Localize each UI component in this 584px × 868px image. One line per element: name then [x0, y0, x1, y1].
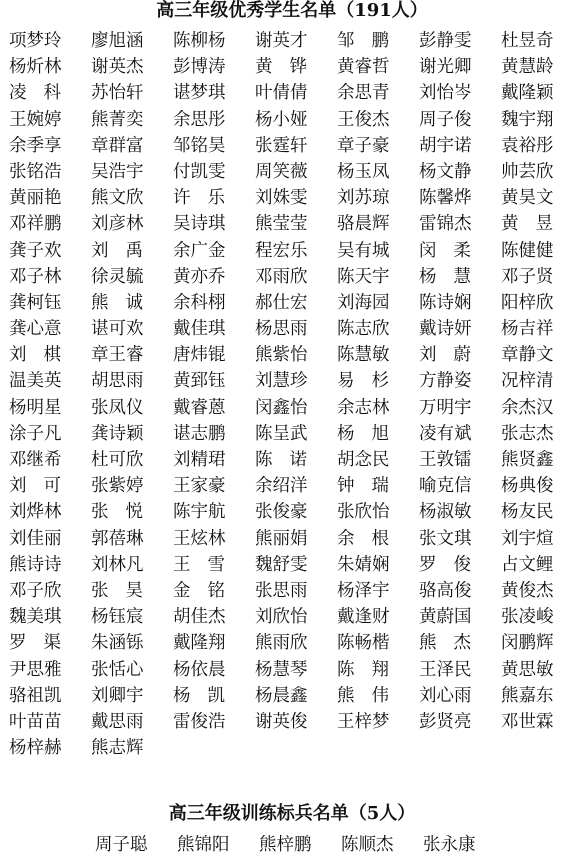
student-name: 熊志辉	[91, 738, 144, 759]
student-name: 陈志欣	[337, 319, 390, 340]
student-name: 魏宇翔	[501, 109, 554, 130]
student-name: 邓子贤	[501, 266, 554, 287]
student-name: 熊紫怡	[255, 345, 308, 366]
student-name: 杨泽宇	[337, 580, 390, 601]
student-name: 余根	[337, 528, 406, 549]
student-name: 陈诺	[255, 450, 324, 470]
student-name: 章子豪	[337, 135, 390, 156]
student-name: 章王睿	[91, 345, 144, 366]
student-name: 陈宇航	[173, 502, 226, 523]
student-name: 郝仕宏	[255, 292, 308, 313]
student-name: 龚心意	[9, 319, 62, 340]
student-name: 龚柯钰	[9, 292, 62, 313]
student-name: 王敦镭	[419, 450, 472, 470]
student-name: 熊杰	[419, 633, 488, 654]
student-name: 张悦	[91, 502, 160, 523]
student-name: 戴诗妍	[419, 319, 472, 340]
student-name: 胡念民	[337, 450, 390, 470]
student-name: 张铭浩	[9, 161, 62, 182]
student-name: 骆高俊	[419, 580, 472, 601]
student-name: 徐灵毓	[91, 266, 144, 287]
student-name: 熊诗诗	[9, 554, 62, 575]
student-name: 谢英杰	[91, 57, 144, 78]
student-name: 杨钰宸	[91, 607, 144, 628]
student-name: 杜可欣	[91, 450, 144, 470]
student-name: 王雪	[173, 554, 242, 575]
student-name: 余志林	[337, 397, 390, 418]
student-name: 熊雨欣	[255, 633, 308, 654]
student-name: 王俊杰	[337, 109, 390, 130]
student-name: 黄慧龄	[501, 57, 554, 78]
student-name: 袁裕彤	[501, 135, 554, 156]
student-name: 黄睿哲	[337, 57, 390, 78]
student-name: 凌有斌	[419, 423, 472, 444]
student-name: 戴睿蒽	[173, 397, 226, 418]
student-name: 魏舒雯	[255, 554, 308, 575]
excellent-students-title: 高三年级优秀学生名单（191人）	[156, 0, 428, 21]
student-name: 谢英俊	[255, 711, 308, 732]
student-name: 黄俊杰	[501, 580, 554, 601]
student-name: 杨梓赫	[9, 738, 62, 759]
student-name: 杨晨鑫	[255, 685, 308, 706]
student-name: 陈呈武	[255, 423, 308, 444]
student-name: 陈柳杨	[173, 31, 226, 51]
student-name: 谌梦琪	[173, 83, 226, 104]
student-name: 黄蔚国	[419, 607, 472, 628]
student-name: 吴浩宇	[91, 161, 144, 182]
student-name: 易杉	[337, 371, 406, 392]
student-name: 章群富	[91, 135, 144, 156]
student-name: 邹鹏	[337, 31, 406, 51]
student-name: 余思彤	[173, 109, 226, 130]
student-name: 陈翔	[337, 659, 406, 680]
training-model-title: 高三年级训练标兵名单（5人）	[168, 803, 416, 824]
student-name: 魏美琪	[9, 607, 62, 628]
student-name: 廖旭涵	[91, 31, 144, 51]
student-name: 邓继希	[9, 450, 62, 470]
student-name: 刘心雨	[419, 685, 472, 706]
student-name: 邓世霖	[501, 711, 554, 732]
student-name: 金铭	[173, 580, 242, 601]
student-name: 刘宇煊	[501, 528, 554, 549]
student-name: 彭博涛	[173, 57, 226, 78]
student-name: 尹思雅	[9, 659, 62, 680]
student-name: 杨文静	[419, 161, 472, 182]
student-name: 陈天宇	[337, 266, 390, 287]
student-name: 余广金	[173, 240, 226, 261]
student-name: 刘欣怡	[255, 607, 308, 628]
student-name: 彭静雯	[419, 31, 472, 51]
student-name: 戴隆颖	[501, 83, 554, 104]
student-name: 杨旭	[337, 423, 406, 444]
student-name: 章静文	[501, 345, 554, 366]
student-name: 许乐	[173, 188, 242, 209]
student-name: 熊莹莹	[255, 214, 308, 235]
student-name: 闵鑫怡	[255, 397, 308, 418]
student-name: 刘苏琼	[337, 188, 390, 209]
student-name: 陈畅楷	[337, 633, 390, 654]
student-name: 刘卿宇	[91, 685, 144, 706]
student-name: 杨依晨	[173, 659, 226, 680]
student-name: 罗渠	[9, 633, 78, 654]
student-name: 郭蓓琳	[91, 528, 144, 549]
student-name: 彭贤亮	[419, 711, 472, 732]
student-name: 熊嘉东	[501, 685, 554, 706]
student-name: 邓子欣	[9, 580, 62, 601]
student-name: 雷锦杰	[419, 214, 472, 235]
student-name: 黄亦乔	[173, 266, 226, 287]
student-name: 邓雨欣	[255, 266, 308, 287]
student-name: 熊文欣	[91, 188, 144, 209]
student-name: 邓祥鹏	[9, 214, 62, 235]
student-name: 熊诚	[91, 292, 160, 313]
student-name: 项梦玲	[9, 31, 62, 51]
student-name: 刘禹	[91, 240, 160, 261]
student-name: 黄昱	[501, 214, 570, 235]
student-name: 刘海园	[337, 292, 390, 313]
student-name: 闵柔	[419, 240, 488, 261]
student-name: 周笑薇	[255, 161, 308, 182]
student-name: 王炫林	[173, 528, 226, 549]
student-name: 程宏乐	[255, 240, 308, 261]
student-name: 杨凯	[173, 685, 242, 706]
student-name: 刘姝雯	[255, 188, 308, 209]
student-name: 刘林凡	[91, 554, 144, 575]
student-name: 张文琪	[419, 528, 472, 549]
training-model-list	[95, 832, 505, 858]
student-name: 余杰汉	[501, 397, 554, 418]
student-name: 邹铭昊	[173, 135, 226, 156]
student-name: 黄思敏	[501, 659, 554, 680]
student-name: 张志杰	[501, 423, 554, 444]
training-model-name: 熊梓鹏	[259, 835, 312, 855]
student-name: 杨玉凤	[337, 161, 390, 182]
student-name: 熊丽娟	[255, 528, 308, 549]
student-name: 谢英才	[255, 31, 308, 51]
student-name: 余绍洋	[255, 476, 308, 497]
student-name: 刘棋	[9, 345, 78, 366]
student-name: 杜昱奇	[501, 31, 554, 51]
student-name: 刘可	[9, 476, 78, 497]
training-model-name: 陈顺杰	[341, 835, 394, 855]
student-name: 胡宇诺	[419, 135, 472, 156]
student-name: 喻克信	[419, 476, 472, 497]
student-name: 罗俊	[419, 554, 488, 575]
student-name: 闵鹏辉	[501, 633, 554, 654]
student-name: 杨友民	[501, 502, 554, 523]
student-name: 刘怡岑	[419, 83, 472, 104]
student-name: 帅芸欣	[501, 161, 554, 182]
student-name: 张凌峻	[501, 607, 554, 628]
student-name: 付凯雯	[173, 161, 226, 182]
student-name: 叶倩倩	[255, 83, 308, 104]
student-name: 骆晨辉	[337, 214, 390, 235]
student-name: 杨小娅	[255, 109, 308, 130]
student-name: 黄昊文	[501, 188, 554, 209]
student-name: 杨慧	[419, 266, 488, 287]
student-name: 胡思雨	[91, 371, 144, 392]
student-name: 谌可欢	[91, 319, 144, 340]
student-name: 谌志鹏	[173, 423, 226, 444]
student-name: 刘烨林	[9, 502, 62, 523]
student-name: 叶苗苗	[9, 711, 62, 732]
student-name: 余科栩	[173, 292, 226, 313]
student-name: 邓子林	[9, 266, 62, 287]
student-name: 戴思雨	[91, 711, 144, 732]
student-name: 周子俊	[419, 109, 472, 130]
student-name: 况梓清	[501, 371, 554, 392]
student-name: 余季享	[9, 135, 62, 156]
student-name: 万明宇	[419, 397, 472, 418]
student-name: 吴诗琪	[173, 214, 226, 235]
student-name: 凌科	[9, 83, 78, 104]
student-name: 杨炘林	[9, 57, 62, 78]
student-name: 陈慧敏	[337, 345, 390, 366]
student-name: 黄铧	[255, 57, 324, 78]
student-name: 龚子欢	[9, 240, 62, 261]
training-model-name: 熊锦阳	[177, 835, 230, 855]
student-name: 刘精珺	[173, 450, 226, 470]
student-name: 谢光卿	[419, 57, 472, 78]
student-name: 涂子凡	[9, 423, 62, 444]
student-name: 黄丽艳	[9, 188, 62, 209]
student-name: 王婉婷	[9, 109, 62, 130]
student-name: 王泽民	[419, 659, 472, 680]
student-name: 苏怡轩	[91, 83, 144, 104]
student-name: 张恬心	[91, 659, 144, 680]
student-name: 方静姿	[419, 371, 472, 392]
student-name: 熊菁奕	[91, 109, 144, 130]
student-name: 陈诗娴	[419, 292, 472, 313]
student-name: 陈健健	[501, 240, 554, 261]
student-name: 王家豪	[173, 476, 226, 497]
student-name: 张俊豪	[255, 502, 308, 523]
student-name: 杨明星	[9, 397, 62, 418]
student-name: 戴佳琪	[173, 319, 226, 340]
student-name: 胡佳杰	[173, 607, 226, 628]
excellent-students-list	[9, 28, 584, 761]
student-name: 张思雨	[255, 580, 308, 601]
student-name: 熊贤鑫	[501, 450, 554, 470]
student-name: 张欣怡	[337, 502, 390, 523]
student-name: 刘彦林	[91, 214, 144, 235]
student-name: 朱婧娴	[337, 554, 390, 575]
student-name: 张昊	[91, 580, 160, 601]
student-name: 阳梓欣	[501, 292, 554, 313]
student-name: 骆祖凯	[9, 685, 62, 706]
student-name: 杨慧琴	[255, 659, 308, 680]
student-name: 王梓梦	[337, 711, 390, 732]
student-name: 吴有城	[337, 240, 390, 261]
student-name: 温美英	[9, 371, 62, 392]
student-name: 雷俊浩	[173, 711, 226, 732]
student-name: 戴隆翔	[173, 633, 226, 654]
student-name: 戴逢财	[337, 607, 390, 628]
student-name: 占文鲤	[501, 554, 554, 575]
student-name: 黄郅钰	[173, 371, 226, 392]
student-name: 杨淑敏	[419, 502, 472, 523]
student-name: 张霆轩	[255, 135, 308, 156]
student-name: 陈馨烨	[419, 188, 472, 209]
student-name: 杨典俊	[501, 476, 554, 497]
student-name: 杨吉祥	[501, 319, 554, 340]
student-name: 刘蔚	[419, 345, 488, 366]
student-name: 熊伟	[337, 685, 406, 706]
student-name: 刘佳丽	[9, 528, 62, 549]
student-name: 龚诗颖	[91, 423, 144, 444]
student-name: 刘慧珍	[255, 371, 308, 392]
student-name: 钟瑞	[337, 476, 406, 497]
training-model-name: 张永康	[423, 835, 476, 855]
student-name: 朱涵铄	[91, 633, 144, 654]
training-model-name: 周子聪	[95, 835, 148, 855]
student-name: 张凤仪	[91, 397, 144, 418]
student-name: 张紫婷	[91, 476, 144, 497]
student-name: 杨思雨	[255, 319, 308, 340]
student-name: 唐炜锟	[173, 345, 226, 366]
student-name: 余思青	[337, 83, 390, 104]
